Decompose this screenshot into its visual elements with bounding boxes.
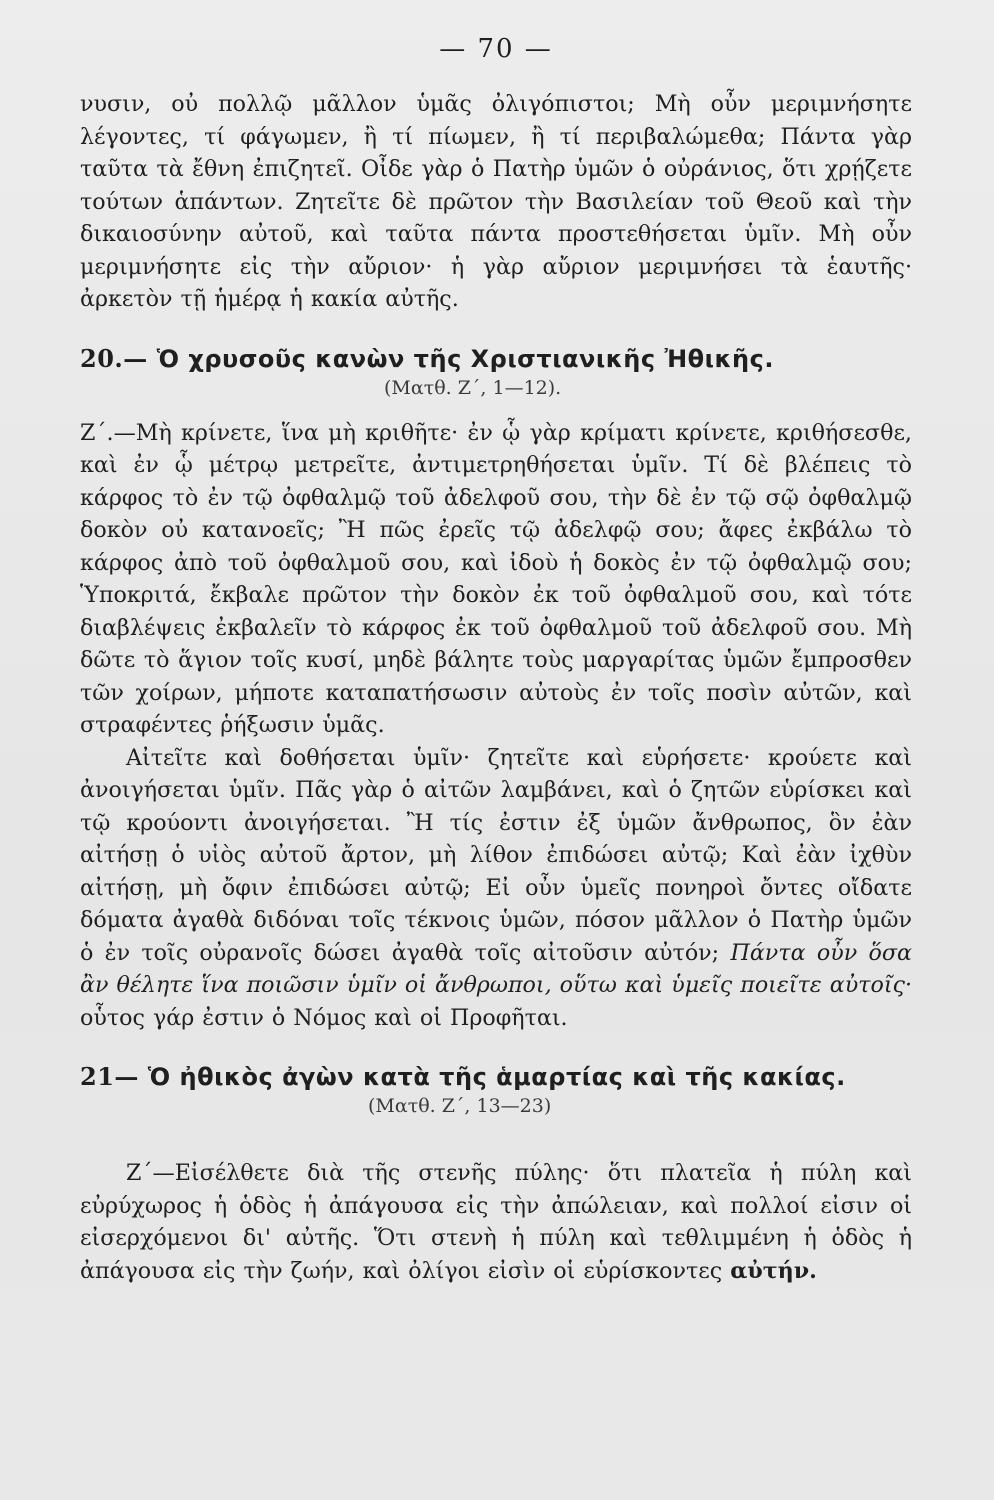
section-21-reference: (Ματθ. Ζ΄, 13—23) [368, 1095, 552, 1117]
section-21-number: 21— [80, 1062, 139, 1091]
section-20-paragraph-2 [80, 742, 912, 1035]
section-21-paragraph-end: αὐτήν. [730, 1257, 817, 1284]
section-21-paragraph [80, 1157, 912, 1287]
section-20-title: Ὁ χρυσοῦς κανὼν τῆς Χριστιανικῆς Ἠθικῆς. [156, 344, 774, 373]
section-21-paragraph-text: Ζ΄—Εἰσέλθετε διὰ τῆς στενῆς πύλης· ὅτι πλατεῖα ἡ πύλη καὶ εὐρύχωρος ἡ ὁδὸς ἡ ἀπάγουσα εἰς τὴν ἀπώλειαν, καὶ πολλοί εἰσιν οἱ εἰσερχόμενοι δι' αὐτῆς. Ὅτι στενὴ ἡ πύλη καὶ τεθλιμμένη ἡ ὁδὸς ἡ ἀπάγουσα εἰς τὴν ζωήν, καὶ ὀλίγοι εἰσὶν οἱ εὑρίσκοντες [80, 1160, 912, 1284]
section-20-reference: (Ματθ. Ζ΄, 1—12). [384, 376, 562, 399]
section-21-title: Ὁ ἠθικὸς ἀγὼν κατὰ τῆς ἁμαρτίας καὶ τῆς κακίας. [147, 1063, 846, 1091]
section-20-golden-rule: Πάντα οὖν ὅσα ἂν θέλητε ἵνα ποιῶσιν ὑμῖν οἱ ἄνθρωποι, οὕτω καὶ ὑμεῖς ποιεῖτε αὐτοῖς· [80, 939, 912, 998]
intro-paragraph: νυσιν, οὐ πολλῷ μᾶλλον ὑμᾶς ὀλιγόπιστοι; Μὴ οὖν μεριμνήσητε λέγοντες, τί φάγωμεν, ἢ τί πίωμεν, ἢ τί περιβαλώμεθα; Πάντα γὰρ ταῦτα τὰ ἔθνη ἐπιζητεῖ. Οἶδε γὰρ ὁ Πατὴρ ὑμῶν ὁ οὐράνιος, ὅτι χρῄζετε τούτων ἁπάντων. Ζητεῖτε δὲ πρῶτον τὴν Βασιλείαν τοῦ Θεοῦ καὶ τὴν δικαιοσύνην αὐτοῦ, καὶ ταῦτα πάντα προστεθήσεται ὑμῖν. Μὴ οὖν μεριμνήσητε εἰς τὴν αὔριον· ἡ γὰρ αὔριον μεριμνήσει τὰ ἑαυτῆς· ἀρκετὸν τῇ ἡμέρᾳ ἡ κακία αὐτῆς. [80, 91, 912, 312]
section-21-heading [80, 1062, 912, 1091]
section-20-number: 20.— [80, 343, 148, 373]
section-20-paragraph-2-text: Αἰτεῖτε καὶ δοθήσεται ὑμῖν· ζητεῖτε καὶ εὑρήσετε· κρούετε καὶ ἀνοιγήσεται ὑμῖν. Πᾶς γὰρ ὁ αἰτῶν λαμβάνει, καὶ ὁ ζητῶν εὑρίσκει καὶ τῷ κρούοντι ἀνοιγήσεται. Ἢ τίς ἐστιν ἐξ ὑμῶν ἄνθρωπος, ὃν ἐὰν αἰτήσῃ ὁ υἱὸς αὐτοῦ ἄρτον, μὴ λίθον ἐπιδώσει αὐτῷ; Καὶ ἐὰν ἰχθὺν αἰτήσῃ, μὴ ὄφιν ἐπιδώσει αὐτῷ; Εἰ οὖν ὑμεῖς πονηροὶ ὄντες οἴδατε δόματα ἀγαθὰ διδόναι τοῖς τέκνοις ὑμῶν, πόσον μᾶλλον ὁ Πατὴρ ὑμῶν ὁ ἐν τοῖς οὐρανοῖς δώσει ἀγαθὰ τοῖς αἰτοῦσιν αὐτόν; [80, 744, 912, 966]
section-20-paragraph-1: Ζ΄.—Μὴ κρίνετε, ἵνα μὴ κριθῆτε· ἐν ᾧ γὰρ κρίματι κρίνετε, κριθήσεσθε, καὶ ἐν ᾧ μέτρῳ μετρεῖτε, ἀντιμετρηθήσεται ὑμῖν. Τί δὲ βλέπεις τὸ κάρφος τὸ ἐν τῷ ὀφθαλμῷ τοῦ ἀδελφοῦ σου, τὴν δὲ ἐν τῷ σῷ ὀφθαλμῷ δοκὸν οὐ κατανοεῖς; Ἢ πῶς ἐρεῖς τῷ ἀδελφῷ σου; ἄφες ἐκβάλω τὸ κάρφος ἀπὸ τοῦ ὀφθαλμοῦ σου, καὶ ἰδοὺ ἡ δοκὸς ἐν τῷ ὀφθαλμῷ σου; Ὑποκριτά, ἔκβαλε πρῶτον τὴν δοκὸν ἐκ τοῦ ὀφθαλμοῦ σου, καὶ τότε διαβλέψεις ἐκβαλεῖν τὸ κάρφος ἐκ τοῦ ὀφθαλμοῦ τοῦ ἀδελφοῦ σου. Μὴ δῶτε τὸ ἅγιον τοῖς κυσί, μηδὲ βάλητε τοὺς μαργαρίτας ὑμῶν ἔμπροσθεν τῶν χοίρων, μήποτε καταπατήσωσιν αὐτοὺς ἐν τοῖς ποσὶν αὐτῶν, καὶ στραφέντες ῥήξωσιν ὑμᾶς. [80, 419, 912, 738]
section-20-paragraph-2-end: οὗτος γάρ ἐστιν ὁ Νόμος καὶ οἱ Προφῆται. [80, 1004, 568, 1031]
page-number: — 70 — [439, 34, 553, 64]
section-20-heading [80, 344, 912, 373]
